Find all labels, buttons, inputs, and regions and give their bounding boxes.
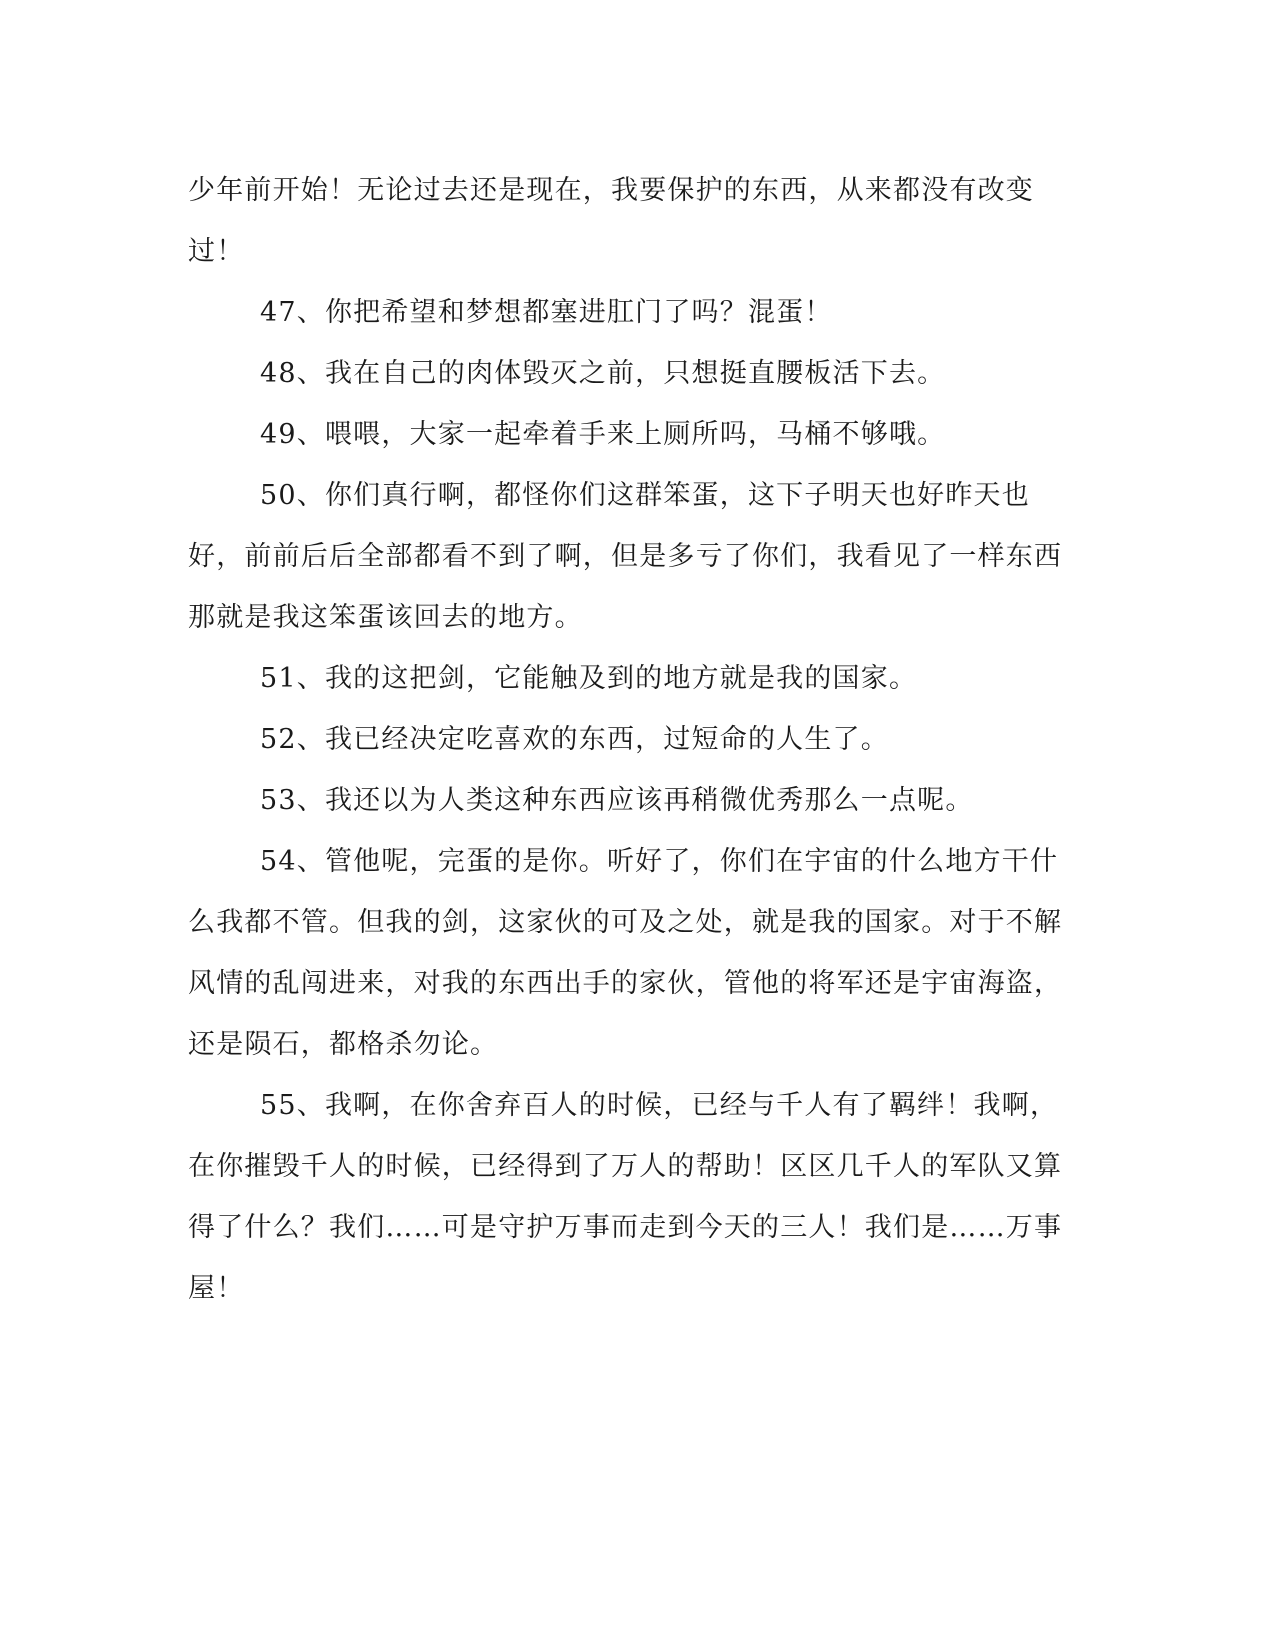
paragraph-continuation: 少年前开始！无论过去还是现在，我要保护的东西，从来都没有改变过！ <box>188 175 1034 267</box>
document-body <box>188 160 1068 1319</box>
paragraph-quote-54: 54、管他呢，完蛋的是你。听好了，你们在宇宙的什么地方干什么我都不管。但我的剑，这家伙的可及之处，就是我的国家。对于不解风情的乱闯进来，对我的东西出手的家伙，管他的将军还是宇宙海盗，还是陨石，都格杀勿论。 <box>188 846 1063 1060</box>
paragraph-quote-50: 50、你们真行啊，都怪你们这群笨蛋，这下子明天也好昨天也好，前前后后全部都看不到了啊，但是多亏了你们，我看见了一样东西那就是我这笨蛋该回去的地方。 <box>188 480 1063 633</box>
paragraph-quote-47: 47、你把希望和梦想都塞进肛门了吗？混蛋！ <box>260 297 833 328</box>
paragraph-quote-49: 49、喂喂，大家一起牵着手来上厕所吗，马桶不够哦。 <box>260 419 946 450</box>
paragraph-quote-53: 53、我还以为人类这种东西应该再稍微优秀那么一点呢。 <box>260 785 974 816</box>
paragraph-quote-48: 48、我在自己的肉体毁灭之前，只想挺直腰板活下去。 <box>260 358 946 389</box>
paragraph-quote-51: 51、我的这把剑，它能触及到的地方就是我的国家。 <box>260 663 918 694</box>
paragraph-quote-55: 55、我啊，在你舍弃百人的时候，已经与千人有了羁绊！我啊，在你摧毁千人的时候，已经得到了万人的帮助！区区几千人的军队又算得了什么？我们……可是守护万事而走到今天的三人！我们是……万事屋！ <box>188 1090 1063 1304</box>
paragraph-quote-52: 52、我已经决定吃喜欢的东西，过短命的人生了。 <box>260 724 889 755</box>
